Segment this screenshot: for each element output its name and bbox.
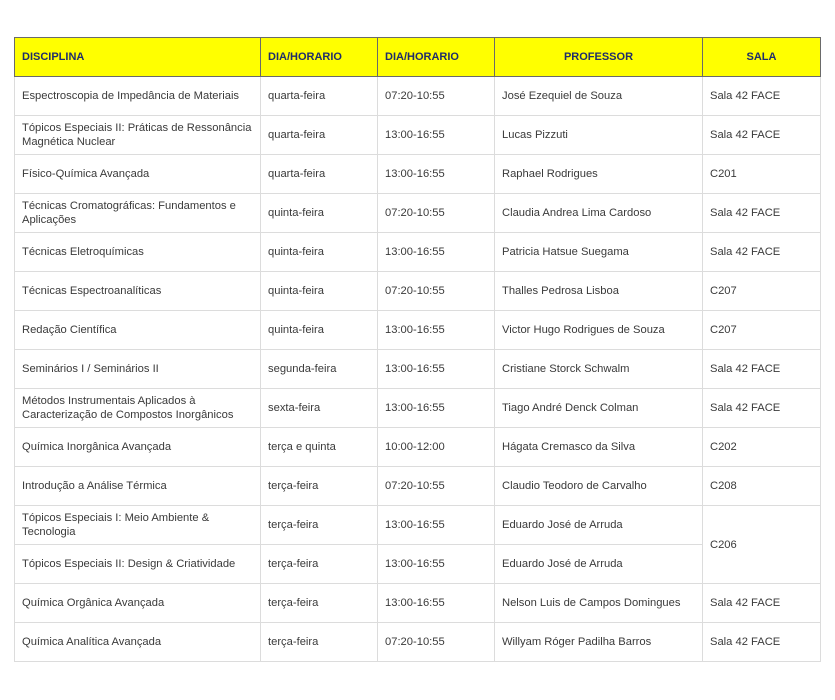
cell-horario: 13:00-16:55 [378, 584, 495, 623]
cell-horario: 13:00-16:55 [378, 155, 495, 194]
cell-professor: Patricia Hatsue Suegama [495, 233, 703, 272]
cell-professor: Tiago André Denck Colman [495, 389, 703, 428]
cell-horario: 13:00-16:55 [378, 350, 495, 389]
cell-dia: segunda-feira [261, 350, 378, 389]
table-row [15, 155, 821, 194]
cell-dia: terça-feira [261, 545, 378, 584]
cell-professor: Hágata Cremasco da Silva [495, 428, 703, 467]
cell-horario: 07:20-10:55 [378, 623, 495, 662]
table-row [15, 623, 821, 662]
header-professor: PROFESSOR [495, 38, 703, 77]
cell-dia: terça-feira [261, 584, 378, 623]
table-row [15, 233, 821, 272]
cell-dia: quinta-feira [261, 194, 378, 233]
cell-professor: Eduardo José de Arruda [495, 545, 703, 584]
cell-disciplina: Espectroscopia de Impedância de Materiais [15, 77, 261, 116]
cell-horario: 13:00-16:55 [378, 311, 495, 350]
table-row [15, 350, 821, 389]
cell-horario: 07:20-10:55 [378, 77, 495, 116]
schedule-table [14, 37, 821, 662]
cell-sala: C207 [703, 311, 821, 350]
cell-disciplina: Introdução a Análise Térmica [15, 467, 261, 506]
table-body [15, 77, 821, 662]
cell-disciplina: Métodos Instrumentais Aplicados à Caracterização de Compostos Inorgânicos [15, 389, 261, 428]
cell-dia: quarta-feira [261, 116, 378, 155]
cell-horario: 13:00-16:55 [378, 233, 495, 272]
cell-dia: quinta-feira [261, 311, 378, 350]
cell-dia: terça-feira [261, 506, 378, 545]
table-row [15, 545, 821, 584]
cell-dia: quarta-feira [261, 77, 378, 116]
cell-dia: quarta-feira [261, 155, 378, 194]
cell-disciplina: Físico-Química Avançada [15, 155, 261, 194]
cell-horario: 13:00-16:55 [378, 506, 495, 545]
table-header-row [15, 38, 821, 77]
table-row [15, 116, 821, 155]
cell-dia: terça-feira [261, 467, 378, 506]
cell-dia: terça e quinta [261, 428, 378, 467]
table-row [15, 389, 821, 428]
cell-dia: quinta-feira [261, 272, 378, 311]
cell-sala: Sala 42 FACE [703, 389, 821, 428]
header-sala: SALA [703, 38, 821, 77]
cell-professor: Eduardo José de Arruda [495, 506, 703, 545]
cell-sala: Sala 42 FACE [703, 584, 821, 623]
table-row [15, 506, 821, 545]
cell-disciplina: Tópicos Especiais I: Meio Ambiente & Tecnologia [15, 506, 261, 545]
cell-disciplina: Seminários I / Seminários II [15, 350, 261, 389]
cell-disciplina: Tópicos Especiais II: Práticas de Ressonância Magnética Nuclear [15, 116, 261, 155]
cell-horario: 07:20-10:55 [378, 194, 495, 233]
schedule-table-container [14, 37, 820, 662]
table-row [15, 272, 821, 311]
cell-professor: Claudio Teodoro de Carvalho [495, 467, 703, 506]
cell-sala: C208 [703, 467, 821, 506]
table-row [15, 77, 821, 116]
cell-professor: Cristiane Storck Schwalm [495, 350, 703, 389]
table-row [15, 467, 821, 506]
cell-disciplina: Tópicos Especiais II: Design & Criatividade [15, 545, 261, 584]
cell-sala: Sala 42 FACE [703, 194, 821, 233]
cell-sala: C201 [703, 155, 821, 194]
cell-sala: Sala 42 FACE [703, 116, 821, 155]
cell-disciplina: Química Orgânica Avançada [15, 584, 261, 623]
cell-professor: José Ezequiel de Souza [495, 77, 703, 116]
cell-disciplina: Técnicas Cromatográficas: Fundamentos e Aplicações [15, 194, 261, 233]
cell-disciplina: Química Inorgânica Avançada [15, 428, 261, 467]
table-row [15, 428, 821, 467]
cell-professor: Raphael Rodrigues [495, 155, 703, 194]
cell-sala: Sala 42 FACE [703, 350, 821, 389]
cell-professor: Willyam Róger Padilha Barros [495, 623, 703, 662]
cell-dia: quinta-feira [261, 233, 378, 272]
cell-horario: 07:20-10:55 [378, 272, 495, 311]
cell-horario: 10:00-12:00 [378, 428, 495, 467]
table-row [15, 311, 821, 350]
cell-dia: sexta-feira [261, 389, 378, 428]
header-horario: DIA/HORARIO [378, 38, 495, 77]
cell-disciplina: Técnicas Eletroquímicas [15, 233, 261, 272]
cell-disciplina: Redação Científica [15, 311, 261, 350]
cell-disciplina: Química Analítica Avançada [15, 623, 261, 662]
cell-horario: 07:20-10:55 [378, 467, 495, 506]
cell-professor: Lucas Pizzuti [495, 116, 703, 155]
cell-horario: 13:00-16:55 [378, 545, 495, 584]
cell-sala: Sala 42 FACE [703, 233, 821, 272]
table-row [15, 584, 821, 623]
cell-professor: Victor Hugo Rodrigues de Souza [495, 311, 703, 350]
cell-dia: terça-feira [261, 623, 378, 662]
cell-disciplina: Técnicas Espectroanalíticas [15, 272, 261, 311]
cell-horario: 13:00-16:55 [378, 389, 495, 428]
table-row [15, 194, 821, 233]
cell-sala: C202 [703, 428, 821, 467]
cell-sala: C207 [703, 272, 821, 311]
cell-sala: Sala 42 FACE [703, 77, 821, 116]
cell-professor: Nelson Luis de Campos Domingues [495, 584, 703, 623]
cell-sala: Sala 42 FACE [703, 623, 821, 662]
header-dia: DIA/HORARIO [261, 38, 378, 77]
cell-sala: C206 [703, 506, 821, 584]
cell-professor: Thalles Pedrosa Lisboa [495, 272, 703, 311]
header-disciplina: DISCIPLINA [15, 38, 261, 77]
cell-professor: Claudia Andrea Lima Cardoso [495, 194, 703, 233]
cell-horario: 13:00-16:55 [378, 116, 495, 155]
